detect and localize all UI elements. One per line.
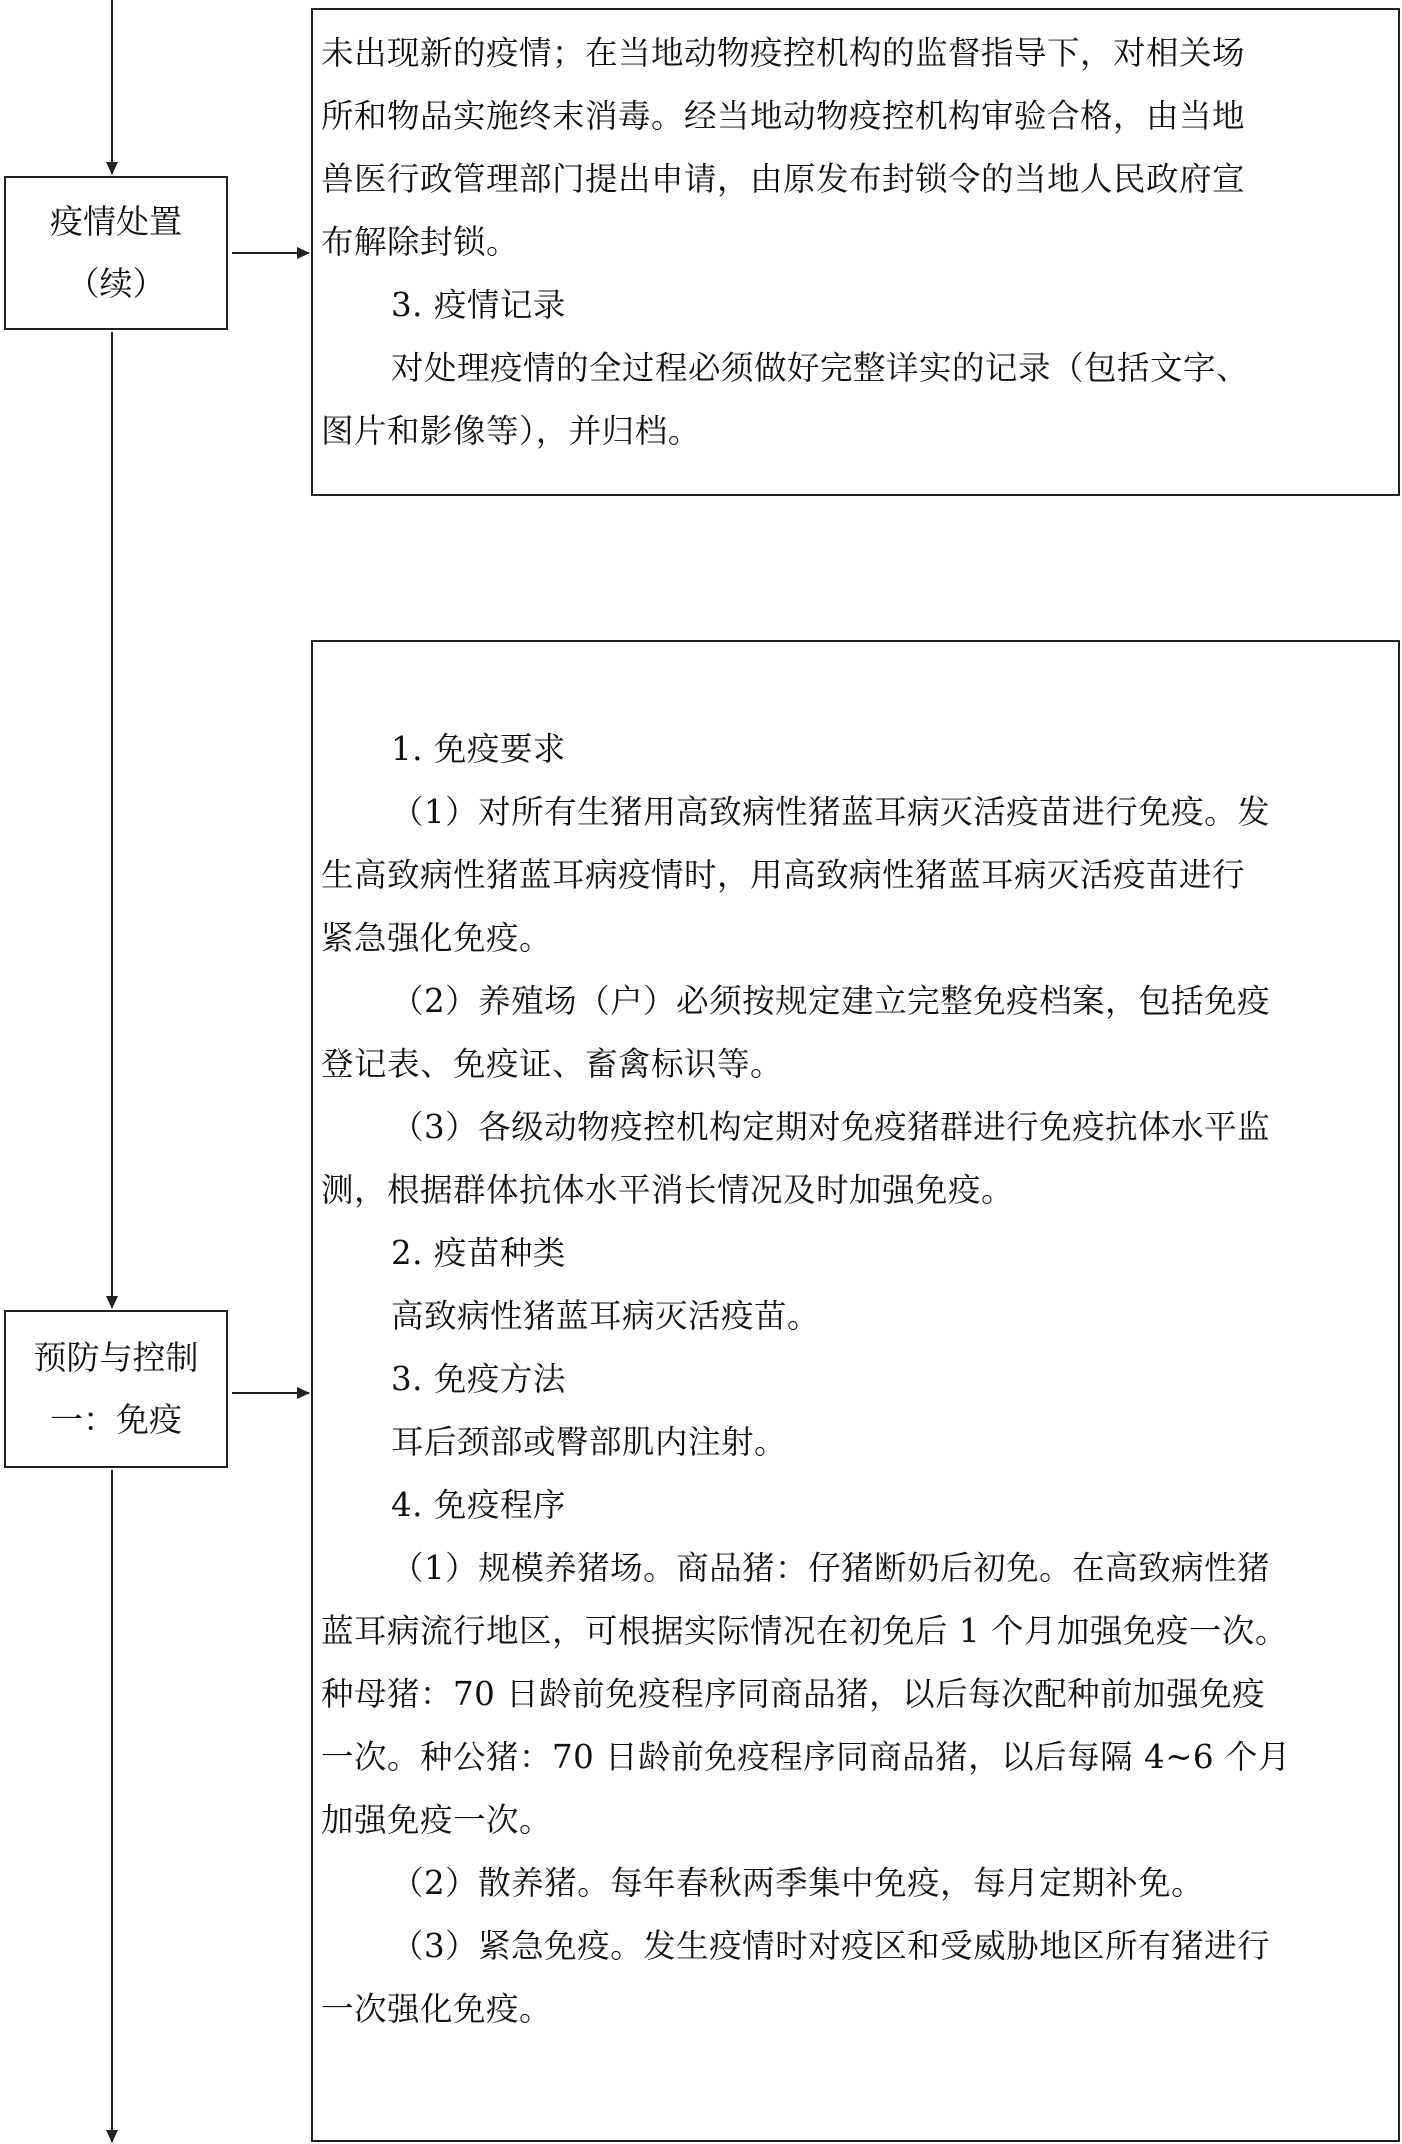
step-label-line1: 预防与控制 [33, 1338, 199, 1377]
step-label-line1: 疫情处置 [50, 202, 182, 241]
content-line: 兽医行政管理部门提出申请，由原发布封锁令的当地人民政府宣 [321, 160, 1246, 198]
content-line: （1）对所有生猪用高致病性猪蓝耳病灭活疫苗进行免疫。发 [391, 793, 1271, 831]
content-line: 所和物品实施终末消毒。经当地动物疫控机构审验合格，由当地 [321, 97, 1246, 135]
content-line: （3）各级动物疫控机构定期对免疫猪群进行免疫抗体水平监 [391, 1108, 1271, 1146]
content-line: （2）散养猪。每年春秋两季集中免疫，每月定期补免。 [391, 1864, 1205, 1902]
content-box-prevention-immunization [311, 640, 1400, 2142]
step-box-epidemic-handling [4, 176, 228, 330]
content-line: 对处理疫情的全过程必须做好完整详实的记录（包括文字、 [391, 349, 1250, 387]
content-line: 生高致病性猪蓝耳病疫情时，用高致病性猪蓝耳病灭活疫苗进行 [321, 856, 1246, 894]
section-heading: 3. 疫情记录 [391, 286, 566, 324]
content-box-epidemic-handling [311, 8, 1400, 496]
content-line: 紧急强化免疫。 [321, 919, 553, 957]
content-line: 加强免疫一次。 [321, 1801, 553, 1839]
content-line: 图片和影像等），并归档。 [321, 412, 701, 450]
step-label-line2: （续） [66, 264, 166, 303]
content-line: （2）养殖场（户）必须按规定建立完整免疫档案，包括免疫 [391, 982, 1271, 1020]
content-line: 一次。种公猪：70 日龄前免疫程序同商品猪，以后每隔 4~6 个月 [321, 1738, 1291, 1776]
content-line: （3）紧急免疫。发生疫情时对疫区和受威胁地区所有猪进行 [391, 1927, 1271, 1965]
section-heading: 1. 免疫要求 [391, 730, 566, 768]
content-line: 布解除封锁。 [321, 223, 520, 261]
content-line: 一次强化免疫。 [321, 1990, 553, 2028]
content-line: 测，根据群体抗体水平消长情况及时加强免疫。 [321, 1171, 1015, 1209]
content-line: 高致病性猪蓝耳病灭活疫苗。 [391, 1297, 821, 1335]
content-line: （1）规模养猪场。商品猪：仔猪断奶后初免。在高致病性猪 [391, 1549, 1271, 1587]
content-line: 未出现新的疫情；在当地动物疫控机构的监督指导下，对相关场 [321, 34, 1246, 72]
content-line: 耳后颈部或臀部肌内注射。 [391, 1423, 788, 1461]
content-line: 种母猪：70 日龄前免疫程序同商品猪，以后每次配种前加强免疫 [321, 1675, 1266, 1713]
step-label-line2: 一：免疫 [50, 1400, 182, 1439]
step-box-prevention-immunization [4, 1310, 228, 1468]
section-heading: 4. 免疫程序 [391, 1486, 566, 1524]
content-line: 蓝耳病流行地区，可根据实际情况在初免后 1 个月加强免疫一次。 [321, 1612, 1288, 1650]
content-line: 登记表、免疫证、畜禽标识等。 [321, 1045, 784, 1083]
section-heading: 3. 免疫方法 [391, 1360, 566, 1398]
section-heading: 2. 疫苗种类 [391, 1234, 566, 1272]
